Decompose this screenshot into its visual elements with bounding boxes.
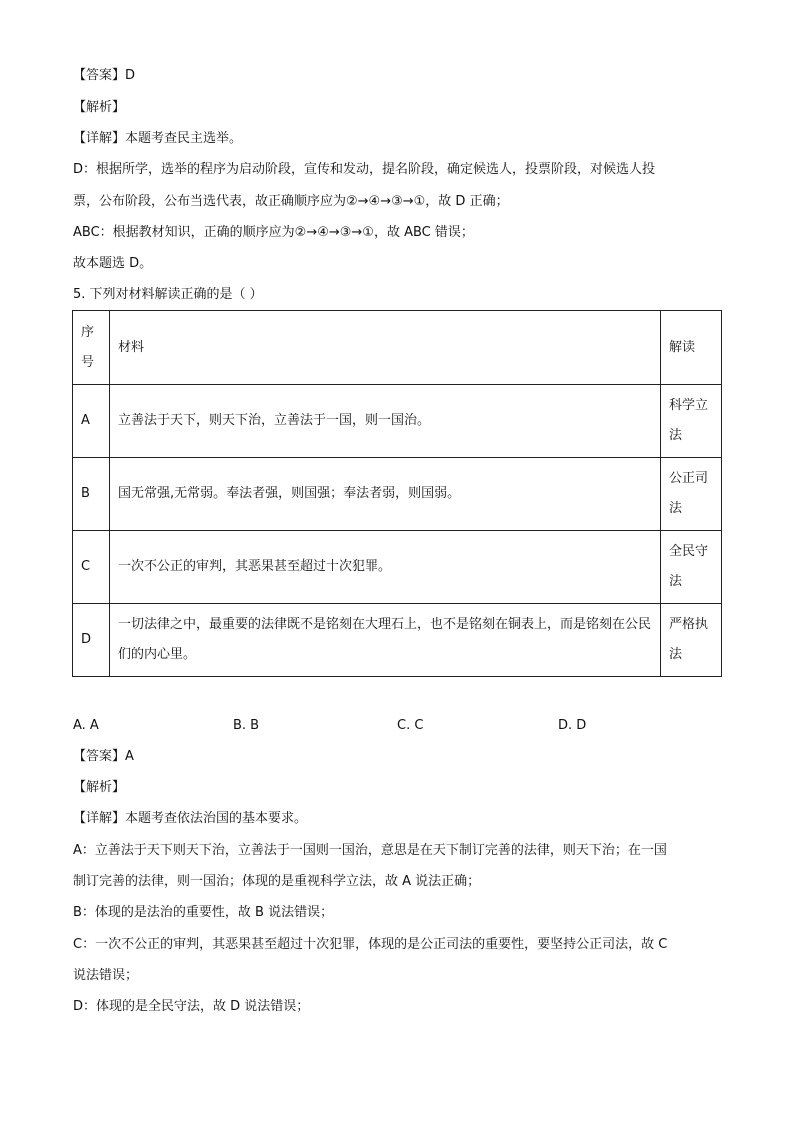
row-seq: D <box>73 604 110 677</box>
conclusion-line: 故本题选 D。 <box>73 256 153 271</box>
explanation-d-line-2: 票，公布阶段，公布当选代表，故正确顺序应为②→④→③→①，故 D 正确； <box>73 194 509 209</box>
row-seq: B <box>73 458 110 531</box>
analysis-label-1: 【解析】 <box>73 100 126 115</box>
option-d: D. D <box>558 718 587 733</box>
row-interp: 科学立 法 <box>661 385 722 458</box>
detail-line-2: 【详解】本题考查依法治国的基本要求。 <box>73 811 308 826</box>
explanation-d-line: D：体现的是全民守法，故 D 说法错误； <box>73 999 310 1014</box>
table-row <box>73 458 722 531</box>
table-header-row <box>73 311 722 385</box>
answer-label-2: 【答案】A <box>73 749 134 764</box>
explanation-d-line-1: D：根据所学，选举的程序为启动阶段，宣传和发动，提名阶段，确定候选人，投票阶段，对候选人投 <box>73 162 656 177</box>
explanation-abc-line: ABC：根据教材知识，正确的顺序应为②→④→③→①，故 ABC 错误； <box>73 225 474 240</box>
option-a: A. A <box>73 718 99 733</box>
header-material <box>110 311 661 385</box>
header-seq-text: 序 号 <box>81 324 95 370</box>
header-interp <box>661 311 722 385</box>
explanation-c-line-2: 说法错误； <box>73 968 139 983</box>
explanation-a-line-1: A：立善法于天下则天下治，立善法于一国则一国治，意思是在天下制订完善的法律，则天下治；在一国 <box>73 843 667 858</box>
question-5-options <box>73 716 673 736</box>
row-interp: 严格执 法 <box>661 604 722 677</box>
row-interp: 公正司 法 <box>661 458 722 531</box>
explanation-c-line-1: C：一次不公正的审判，其恶果甚至超过十次犯罪，体现的是公正司法的重要性，要坚持公正司法，故 C <box>73 937 668 952</box>
option-c: C. C <box>397 718 424 733</box>
answer-label-1: 【答案】D <box>73 68 136 83</box>
header-material-text: 材料 <box>118 339 145 355</box>
table-row <box>73 385 722 458</box>
question-5-stem: 5. 下列对材料解读正确的是（ ） <box>73 287 263 302</box>
row-material: 立善法于天下，则天下治，立善法于一国，则一国治。 <box>110 385 661 458</box>
row-material: 国无常强,无常弱。奉法者强，则国强；奉法者弱，则国弱。 <box>110 458 661 531</box>
analysis-label-2: 【解析】 <box>73 780 126 795</box>
header-interp-text: 解读 <box>669 339 696 355</box>
detail-line-1: 【详解】本题考查民主选举。 <box>73 131 243 146</box>
header-seq <box>73 311 110 385</box>
row-material: 一切法律之中，最重要的法律既不是铭刻在大理石上，也不是铭刻在铜表上，而是铭刻在公民们的内心里。 <box>110 604 661 677</box>
row-interp: 全民守 法 <box>661 531 722 604</box>
table-row <box>73 531 722 604</box>
row-seq: C <box>73 531 110 604</box>
row-material: 一次不公正的审判，其恶果甚至超过十次犯罪。 <box>110 531 661 604</box>
question-5-table <box>72 310 722 677</box>
table-row <box>73 604 722 677</box>
explanation-a-line-2: 制订完善的法律，则一国治；体现的是重视科学立法，故 A 说法正确； <box>73 874 481 889</box>
explanation-b-line: B：体现的是法治的重要性，故 B 说法错误； <box>73 905 334 920</box>
option-b: B. B <box>233 718 260 733</box>
row-seq: A <box>73 385 110 458</box>
